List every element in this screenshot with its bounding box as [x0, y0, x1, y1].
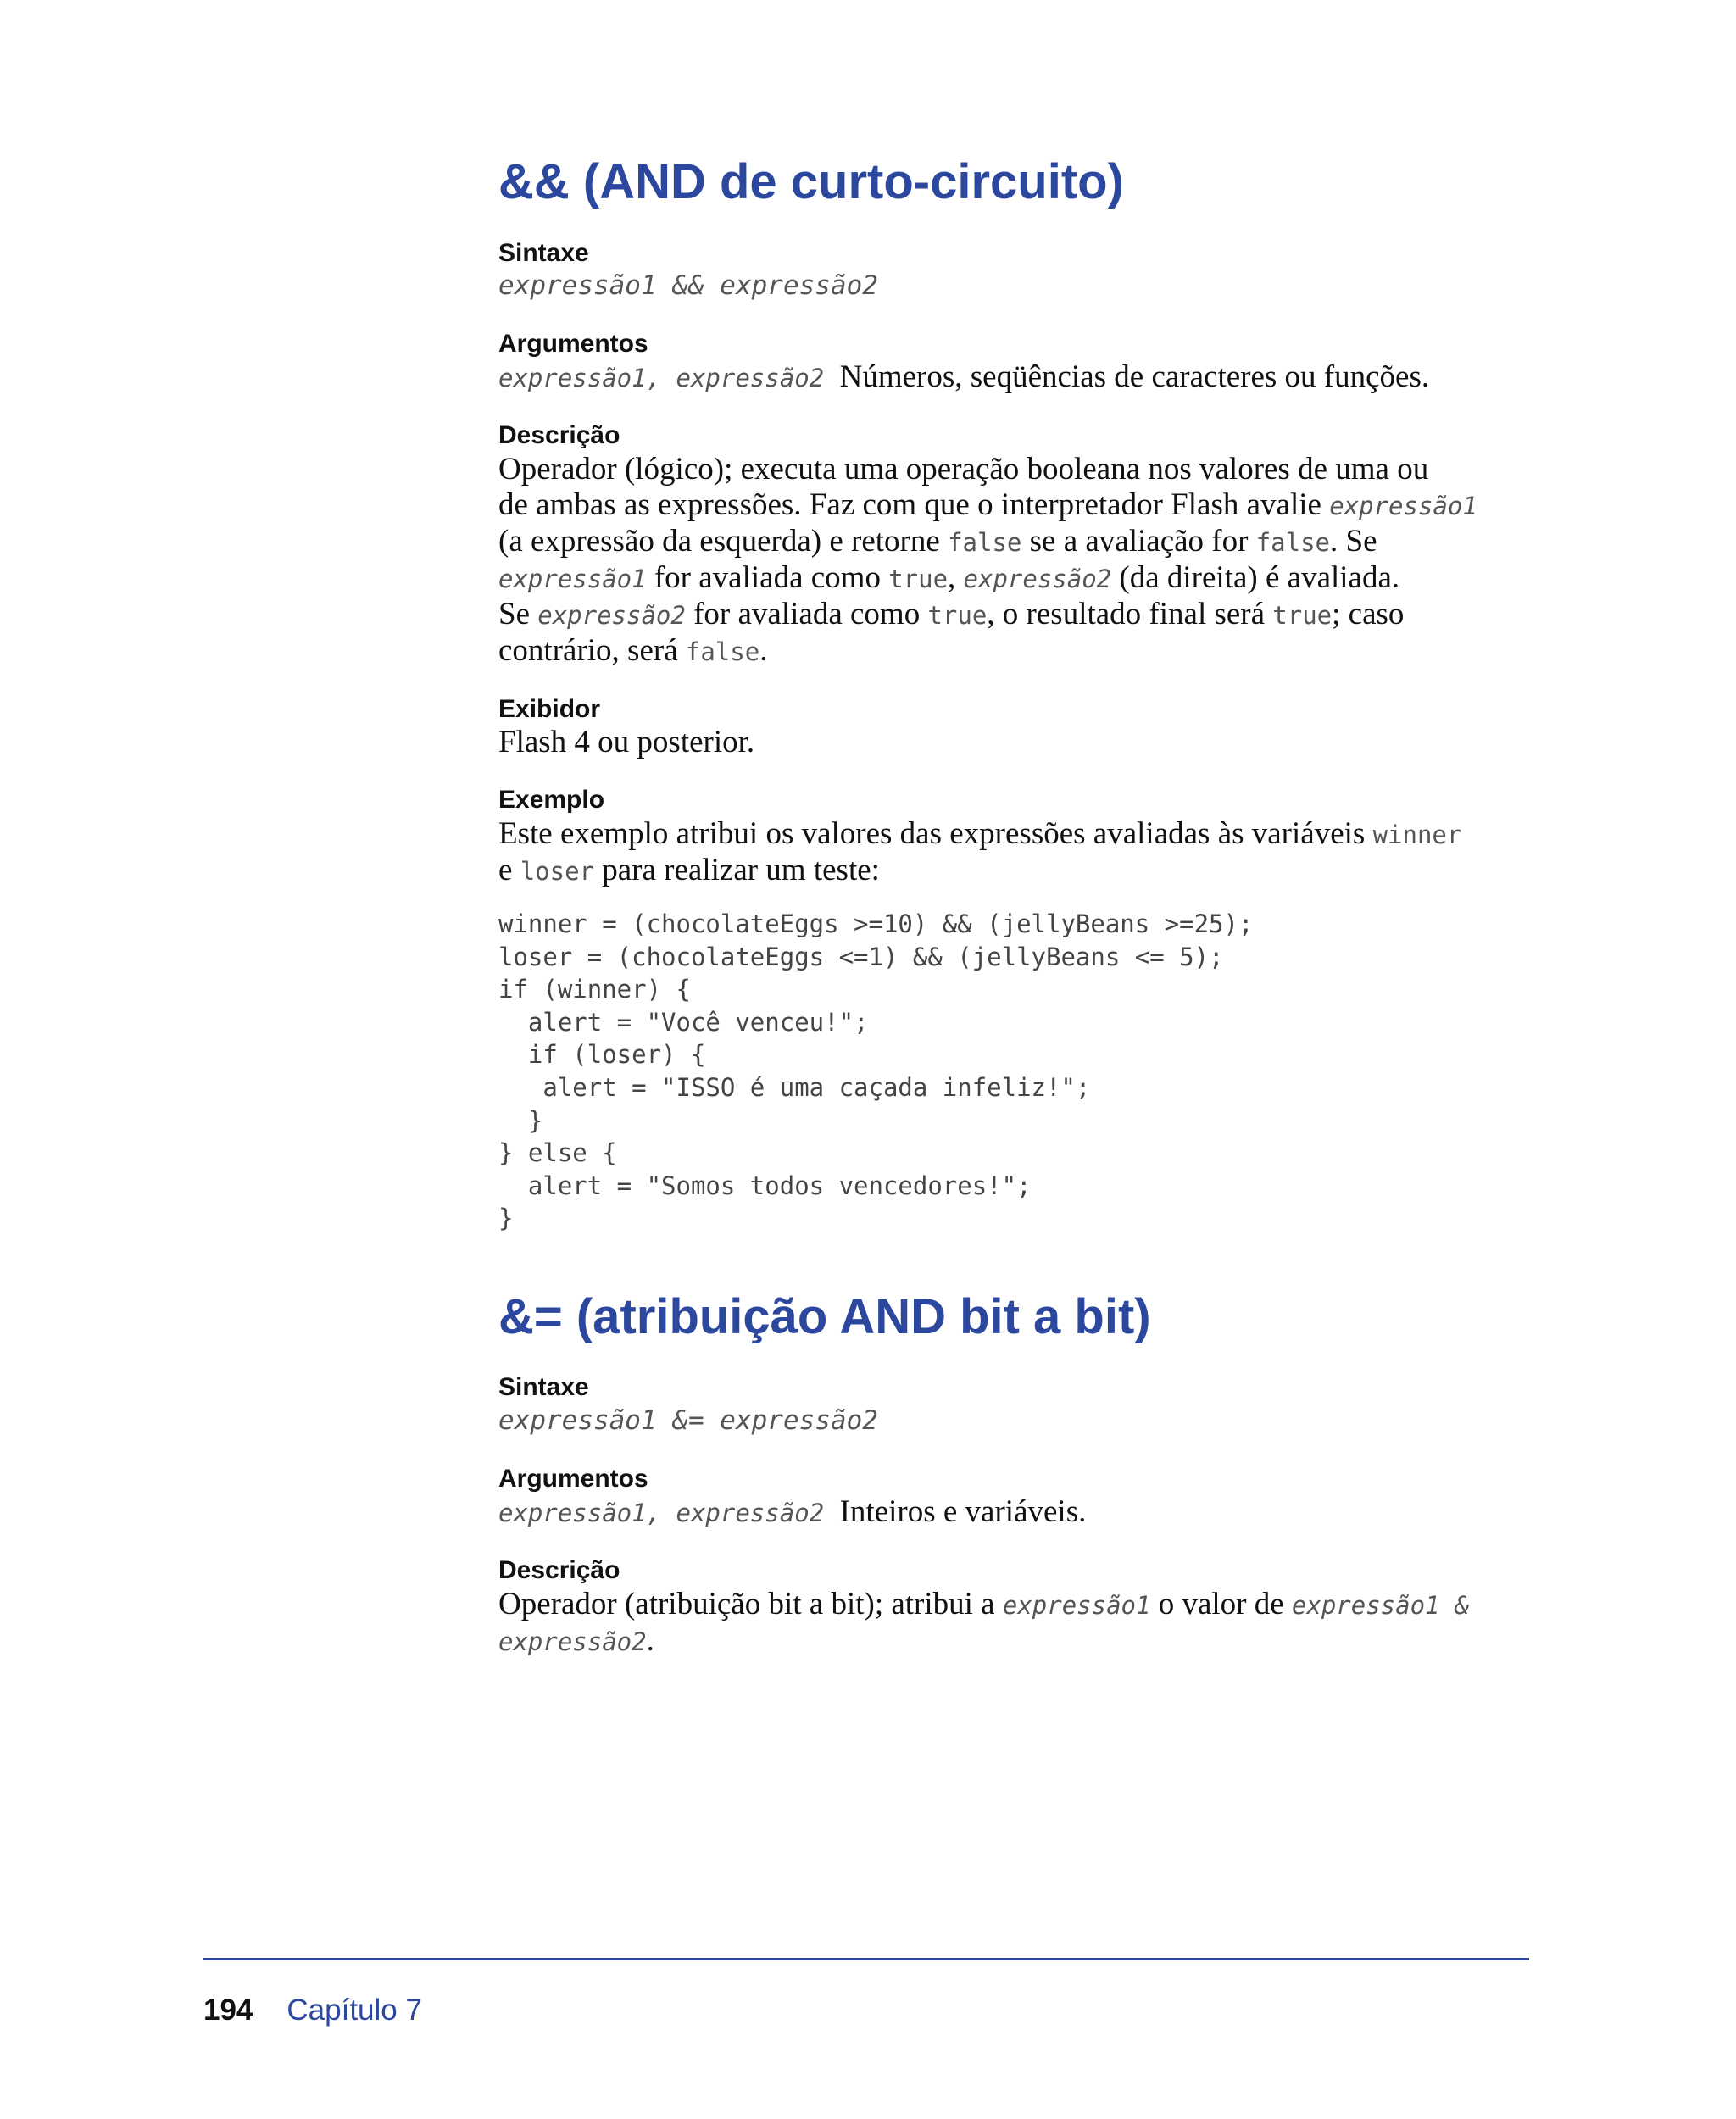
syntax-code-2: expressão1 &= expressão2	[498, 1404, 878, 1436]
arguments-text-2	[498, 1494, 1516, 1531]
example-code-block: winner = (chocolateEggs >=10) && (jellyBeans >=25); loser = (chocolateEggs <=1) && (jellyBeans <= 5); if (winner) { alert = "Você venceu!"; if (loser) { alert = "ISSO é uma caçada infeliz!"; } } else { alert = "Somos todos vencedores!"; }	[498, 909, 1254, 1233]
arguments-code: expressão1, expressão2	[498, 364, 825, 393]
syntax-code: expressão1 && expressão2	[498, 270, 878, 302]
description-text-2: Operador (atribuição bit a bit); atribui a expressão1 o valor de expressão1 & expressão2.	[498, 1586, 1470, 1658]
page-footer	[203, 1994, 422, 2027]
chapter-label: Capítulo 7	[287, 1994, 422, 2027]
arguments-description: Números, seqüências de caracteres ou funções.	[839, 359, 1430, 395]
footer-divider	[203, 1958, 1529, 1960]
description-label-2: Descrição	[498, 1556, 620, 1585]
description-text: Operador (lógico); executa uma operação booleana nos valores de uma ou de ambas as expressões. Faz com que o interpretador Flash avalie expressão1 (a expressão da esquerda) e retorne false se a avaliação for false. Se expressão1 for avaliada como true, expressão2 (da direita) é avaliada. Se expressão2 for avaliada como true, o resultado final será true; caso contrário, será false.	[498, 451, 1477, 668]
player-label: Exibidor	[498, 694, 601, 723]
description-label: Descrição	[498, 421, 620, 450]
example-label: Exemplo	[498, 786, 605, 815]
player-text: Flash 4 ou posterior.	[498, 725, 755, 760]
page-number: 194	[203, 1994, 253, 2027]
arguments-label-2: Argumentos	[498, 1464, 648, 1493]
syntax-label: Sintaxe	[498, 238, 589, 267]
arguments-label: Argumentos	[498, 329, 648, 358]
example-text: Este exemplo atribui os valores das expressões avaliadas às variáveis winner e loser para realizar um teste:	[498, 815, 1462, 887]
syntax-label-2: Sintaxe	[498, 1373, 589, 1402]
section-title-and: && (AND de curto-circuito)	[498, 154, 1124, 209]
section-title-and-assign: &= (atribuição AND bit a bit)	[498, 1288, 1151, 1344]
arguments-text	[498, 359, 1516, 396]
page-content	[498, 153, 1516, 1660]
arguments-description-2: Inteiros e variáveis.	[839, 1494, 1087, 1530]
arguments-code-2: expressão1, expressão2	[498, 1499, 825, 1528]
